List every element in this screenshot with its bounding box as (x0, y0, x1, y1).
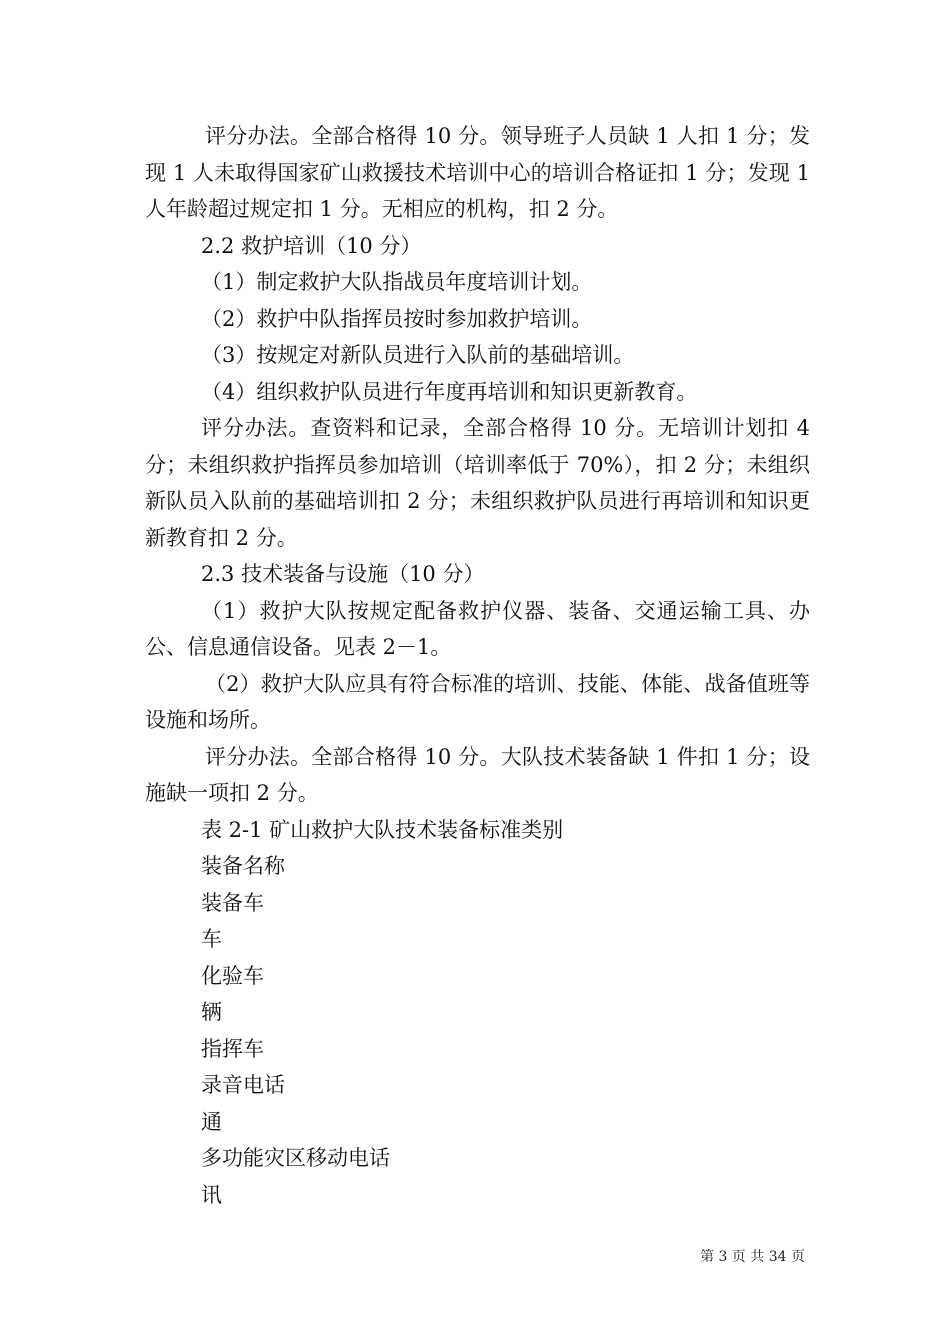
table-cell: 通 (201, 1109, 222, 1134)
list-item-training-3: （3）按规定对新队员进行入队前的基础培训。 (201, 343, 635, 367)
section-heading-training: 2.2 救护培训（10 分） (201, 233, 422, 258)
table-cell: 录音电话 (201, 1073, 285, 1097)
table-cell: 辆 (201, 1000, 222, 1024)
list-item-training-2: （2）救护中队指挥员按时参加救护培训。 (201, 306, 593, 331)
scoring-paragraph-training: 评分办法。查资料和记录，全部合格得 10 分。无培训计划扣 4 分；未组织救护指挥员参加培训（培训率低于 70%），扣 2 分；未组织新队员入队前的基础培训扣 2 分；未组织救护队员进行再培训和知识更新教育扣 2 分。 (145, 416, 810, 550)
document-body (145, 118, 810, 1213)
table-cell: 指挥车 (201, 1036, 264, 1061)
table-cell: 装备车 (201, 890, 264, 915)
page-number-footer: 第 3 页 共 34 页 (700, 1249, 805, 1265)
table-cell: 装备名称 (201, 854, 285, 878)
table-cell: 化验车 (201, 963, 264, 988)
section-heading-equipment: 2.3 技术装备与设施（10 分） (201, 562, 485, 586)
table-cell: 讯 (201, 1182, 222, 1207)
list-item-training-4: （4）组织救护队员进行年度再培训和知识更新教育。 (201, 379, 698, 404)
table-cell: 车 (201, 927, 222, 951)
table-caption: 表 2-1 矿山救护大队技术装备标准类别 (201, 817, 564, 842)
list-item-training-1: （1）制定救护大队指战员年度培训计划。 (201, 270, 593, 294)
scoring-paragraph-leadership: 评分办法。全部合格得 10 分。领导班子人员缺 1 人扣 1 分；发现 1 人未取得国家矿山救援技术培训中心的培训合格证扣 1 分；发现 1 人年龄超过规定扣 1 分。无相应的机构，扣 2 分。 (145, 124, 810, 221)
scoring-paragraph-equipment: 评分办法。全部合格得 10 分。大队技术装备缺 1 件扣 1 分；设施缺一项扣 2 分。 (145, 744, 810, 805)
list-item-equipment-1: （1）救护大队按规定配备救护仪器、装备、交通运输工具、办公、信息通信设备。见表 2－1。 (145, 598, 810, 659)
table-cell: 多功能灾区移动电话 (201, 1146, 390, 1170)
list-item-equipment-2: （2）救护大队应具有符合标准的培训、技能、体能、战备值班等设施和场所。 (145, 671, 810, 732)
